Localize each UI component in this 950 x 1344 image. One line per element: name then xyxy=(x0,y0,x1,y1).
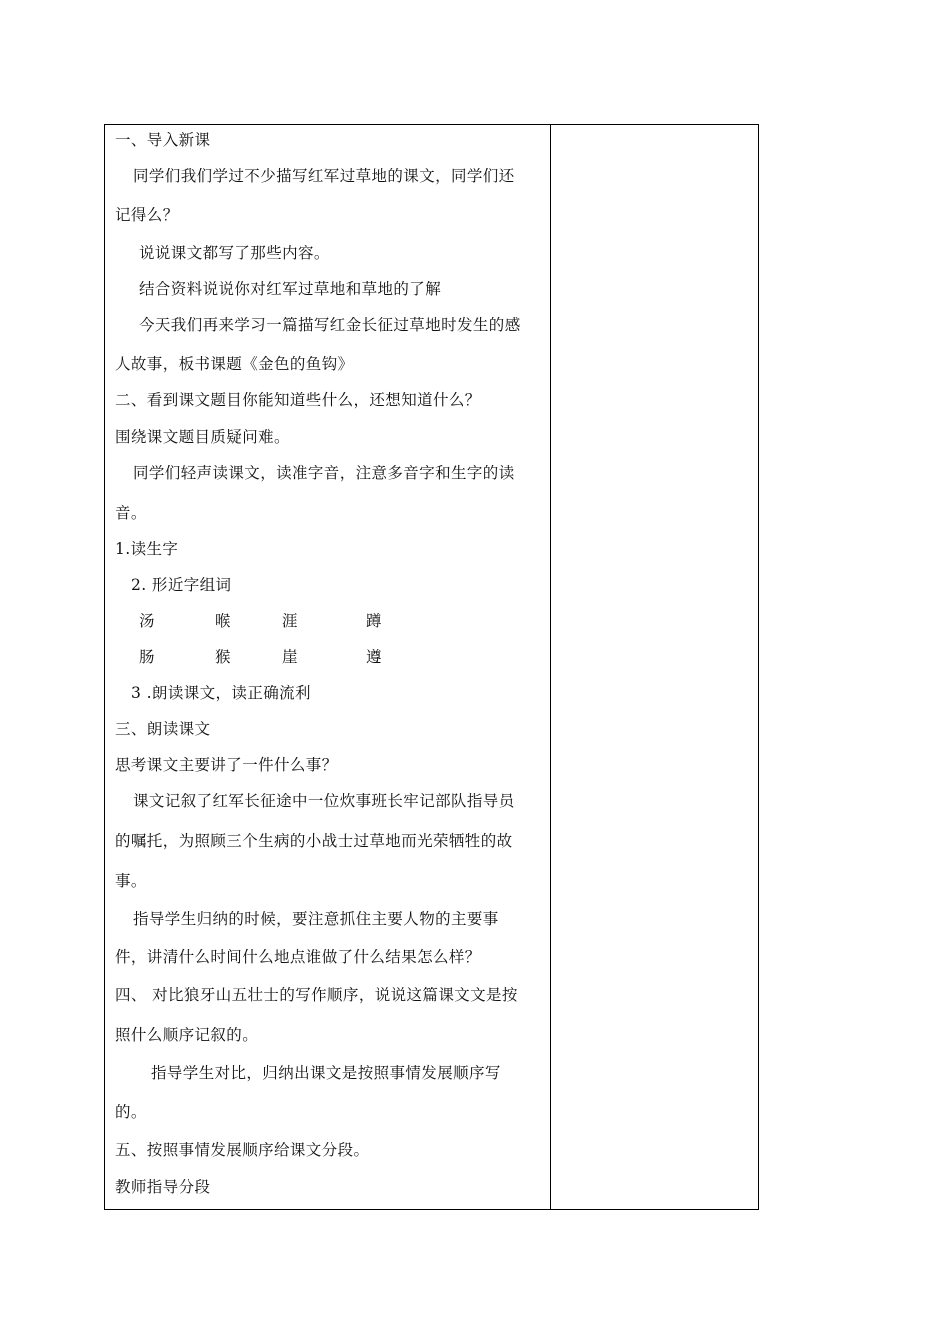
list-item: 1.读生字 xyxy=(115,540,179,558)
similar-char: 肠 xyxy=(139,648,155,666)
paragraph-line: 件，讲清什么时间什么地点谁做了什么结果怎么样？ xyxy=(115,948,481,966)
section-heading-2: 二、看到课文题目你能知道些什么，还想知道什么？ xyxy=(115,391,481,409)
similar-char: 蹲 xyxy=(366,612,382,630)
paragraph-line: 记得么？ xyxy=(115,206,179,224)
similar-char: 喉 xyxy=(215,612,231,630)
paragraph-line: 课文记叙了红军长征途中一位炊事班长牢记部队指导员 xyxy=(133,792,515,810)
paragraph-line: 同学们我们学过不少描写红军过草地的课文，同学们还 xyxy=(133,167,515,185)
paragraph-line: 围绕课文题目质疑问难。 xyxy=(115,428,290,446)
paragraph-line: 指导学生对比，归纳出课文是按照事情发展顺序写 xyxy=(151,1064,501,1082)
paragraph-line: 人故事，板书课题《金色的鱼钩》 xyxy=(115,355,354,373)
section-heading-4: 四、 对比狼牙山五壮士的写作顺序，说说这篇课文文是按 xyxy=(115,986,518,1004)
paragraph-line: 同学们轻声读课文，读准字音，注意多音字和生字的读 xyxy=(133,464,515,482)
lesson-table xyxy=(104,124,759,1210)
similar-char: 汤 xyxy=(139,612,155,630)
similar-char: 涯 xyxy=(282,612,298,630)
paragraph-line: 指导学生归纳的时候，要注意抓住主要人物的主要事 xyxy=(133,910,499,928)
paragraph-line: 照什么顺序记叙的。 xyxy=(115,1026,259,1044)
similar-char: 遵 xyxy=(366,648,382,666)
section-heading-1: 一、导入新课 xyxy=(115,131,211,149)
paragraph-line: 思考课文主要讲了一件什么事？ xyxy=(115,756,338,774)
paragraph-line: 音。 xyxy=(115,504,147,522)
list-item: 2. 形近字组词 xyxy=(131,576,232,594)
similar-char: 猴 xyxy=(215,648,231,666)
paragraph-line: 教师指导分段 xyxy=(115,1178,211,1196)
similar-char: 崖 xyxy=(282,648,298,666)
lesson-content-cell xyxy=(105,125,550,1209)
section-heading-3: 三、朗读课文 xyxy=(115,720,211,738)
paragraph-line: 说说课文都写了那些内容。 xyxy=(139,244,330,262)
paragraph-line: 的。 xyxy=(115,1103,147,1121)
paragraph-line: 的嘱托，为照顾三个生病的小战士过草地而光荣牺牲的故 xyxy=(115,832,513,850)
paragraph-line: 今天我们再来学习一篇描写红金长征过草地时发生的感 xyxy=(139,316,521,334)
list-item: 3 .朗读课文，读正确流利 xyxy=(131,684,311,702)
paragraph-line: 结合资料说说你对红军过草地和草地的了解 xyxy=(139,280,442,298)
paragraph-line: 事。 xyxy=(115,872,147,890)
section-heading-5: 五、按照事情发展顺序给课文分段。 xyxy=(115,1141,370,1159)
notes-cell xyxy=(551,125,758,1209)
